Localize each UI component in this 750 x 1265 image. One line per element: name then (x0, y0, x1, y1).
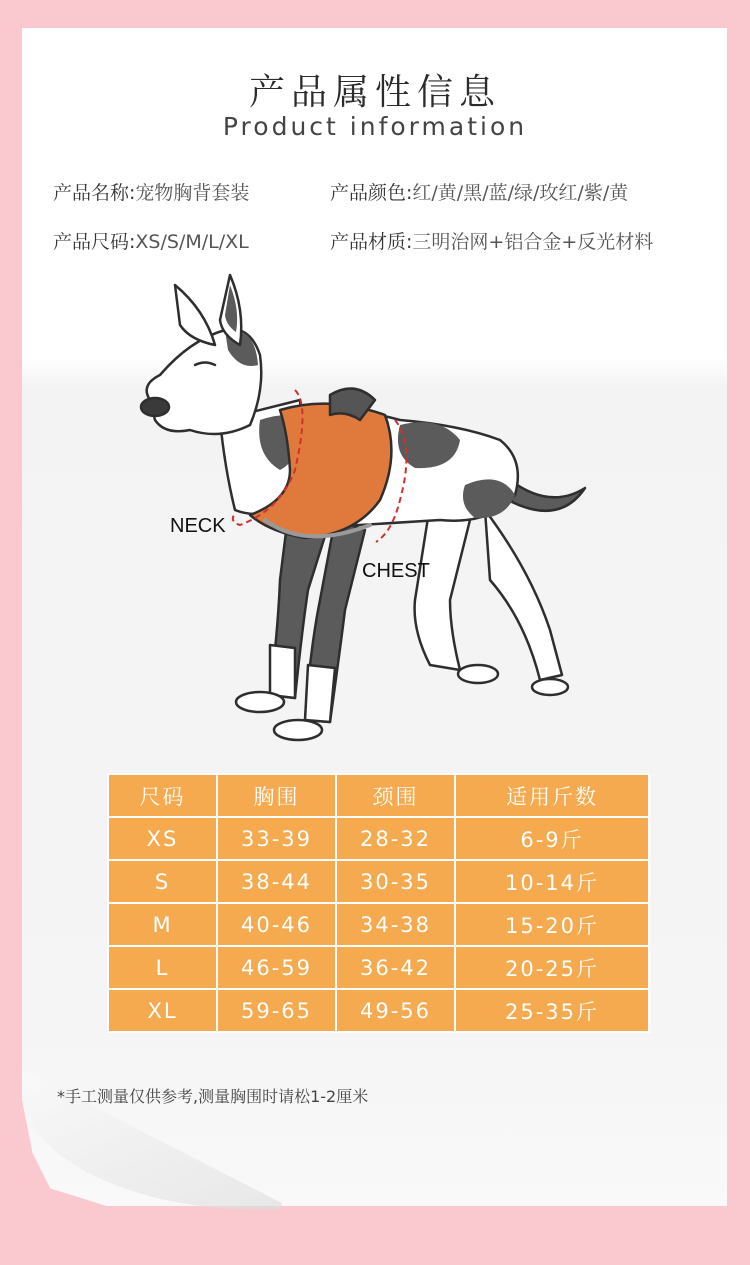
attr-label: 产品名称: (53, 182, 136, 204)
table-cell: 34-38 (336, 903, 455, 946)
table-cell: 38-44 (217, 860, 336, 903)
attr-label: 产品颜色: (330, 182, 413, 204)
dog-harness-illustration (130, 270, 600, 750)
chest-label: CHEST (362, 560, 430, 582)
table-cell: XL (108, 989, 217, 1032)
size-table (107, 773, 650, 1033)
table-cell: 25-35斤 (455, 989, 649, 1032)
table-row (108, 817, 649, 860)
attr-label: 产品尺码: (53, 231, 136, 253)
table-cell: 10-14斤 (455, 860, 649, 903)
table-row (108, 946, 649, 989)
table-cell: 28-32 (336, 817, 455, 860)
table-cell: S (108, 860, 217, 903)
table-cell: 33-39 (217, 817, 336, 860)
attr-product-size (53, 227, 249, 254)
attr-value: 红/黄/黑/蓝/绿/玫红/紫/黄 (412, 182, 629, 204)
table-header-cell: 胸围 (217, 774, 336, 817)
measurement-note: *手工测量仅供参考,测量胸围时请松1-2厘米 (57, 1087, 369, 1106)
table-cell: 20-25斤 (455, 946, 649, 989)
table-header-cell: 尺码 (108, 774, 217, 817)
neck-label: NECK (170, 515, 226, 537)
attr-product-name (53, 178, 249, 205)
attr-product-color (330, 178, 628, 205)
table-cell: M (108, 903, 217, 946)
table-row (108, 860, 649, 903)
attr-value: XS/S/M/L/XL (135, 231, 249, 253)
attr-label: 产品材质: (330, 231, 413, 253)
table-cell: 49-56 (336, 989, 455, 1032)
table-header-cell: 颈围 (336, 774, 455, 817)
page-title: 产品属性信息 (248, 72, 501, 113)
table-row (108, 989, 649, 1032)
table-cell: 15-20斤 (455, 903, 649, 946)
table-cell: 30-35 (336, 860, 455, 903)
table-row (108, 903, 649, 946)
table-cell: XS (108, 817, 217, 860)
table-cell: 40-46 (217, 903, 336, 946)
attr-value: 宠物胸背套装 (135, 182, 250, 204)
table-cell: L (108, 946, 217, 989)
table-cell: 36-42 (336, 946, 455, 989)
attr-product-material (330, 227, 653, 254)
table-cell: 59-65 (217, 989, 336, 1032)
table-cell: 6-9斤 (455, 817, 649, 860)
table-header-row (108, 774, 649, 817)
page-subtitle: Product information (222, 112, 528, 141)
table-cell: 46-59 (217, 946, 336, 989)
attr-value: 三明治网+铝合金+反光材料 (412, 231, 654, 253)
table-header-cell: 适用斤数 (455, 774, 649, 817)
